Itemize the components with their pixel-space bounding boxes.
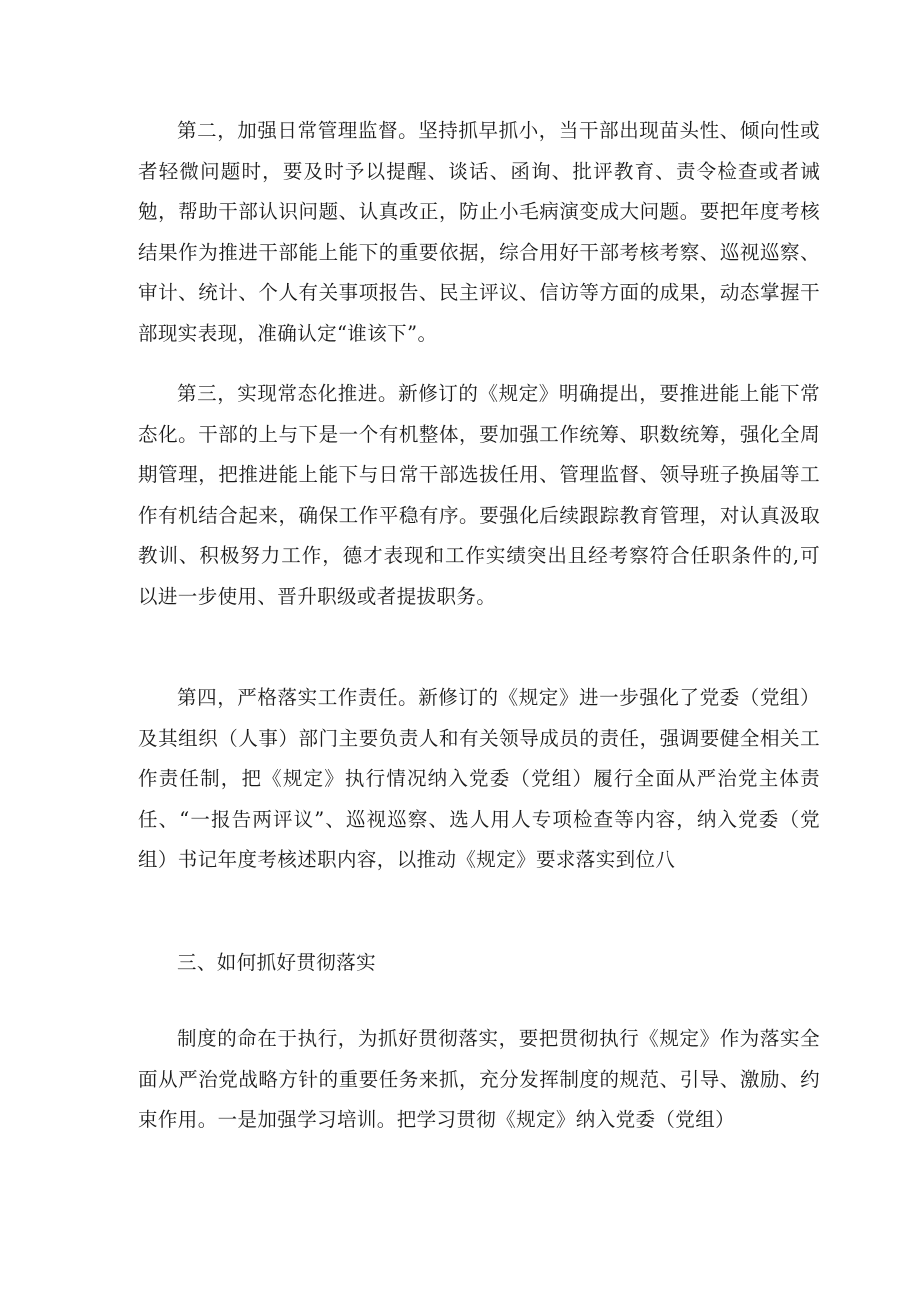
- paragraph-implementation: 制度的命在于执行，为抓好贯彻落实，要把贯彻执行《规定》作为落实全面从严治党战略方针的重要任务来抓，充分发挥制度的规范、引导、激励、约束作用。一是加强学习培训。把学习贯彻《规定》纳入党委（党组）: [138, 1027, 820, 1131]
- section-heading: 三、如何抓好贯彻落实: [177, 951, 377, 974]
- paragraph-responsibility: 第四，严格落实工作责任。新修订的《规定》进一步强化了党委（党组）及其组织（人事）部门主要负责人和有关领导成员的责任，强调要健全相关工作责任制，把《规定》执行情况纳入党委（党组）履行全面从严治党主体责任、“一报告两评议”、巡视巡察、选人用人专项检查等内容，纳入党委（党组）书记年度考核述职内容，以推动《规定》要求落实到位八: [138, 686, 820, 871]
- paragraph-normalization: 第三，实现常态化推进。新修订的《规定》明确提出，要推进能上能下常态化。干部的上与下是一个有机整体，要加强工作统筹、职数统筹，强化全周期管理，把推进能上能下与日常干部选拔任用、管理监督、领导班子换届等工作有机结合起来，确保工作平稳有序。要强化后续跟踪教育管理，对认真汲取教训、积极努力工作，德才表现和工作实绩突出且经考察符合任职条件的,可以进一步使用、晋升职级或者提拔职务。: [138, 382, 820, 608]
- paragraph-strengthen-supervision: 第二，加强日常管理监督。坚持抓早抓小，当干部出现苗头性、倾向性或者轻微问题时，要及时予以提醒、谈话、函询、批评教育、责令检查或者诫勉，帮助干部认识问题、认真改正，防止小毛病演变成大问题。要把年度考核结果作为推进干部能上能下的重要依据，综合用好干部考核考察、巡视巡察、审计、统计、个人有关事项报告、民主评议、信访等方面的成果，动态掌握干部现实表现，准确认定“谁该下”。: [138, 119, 820, 345]
